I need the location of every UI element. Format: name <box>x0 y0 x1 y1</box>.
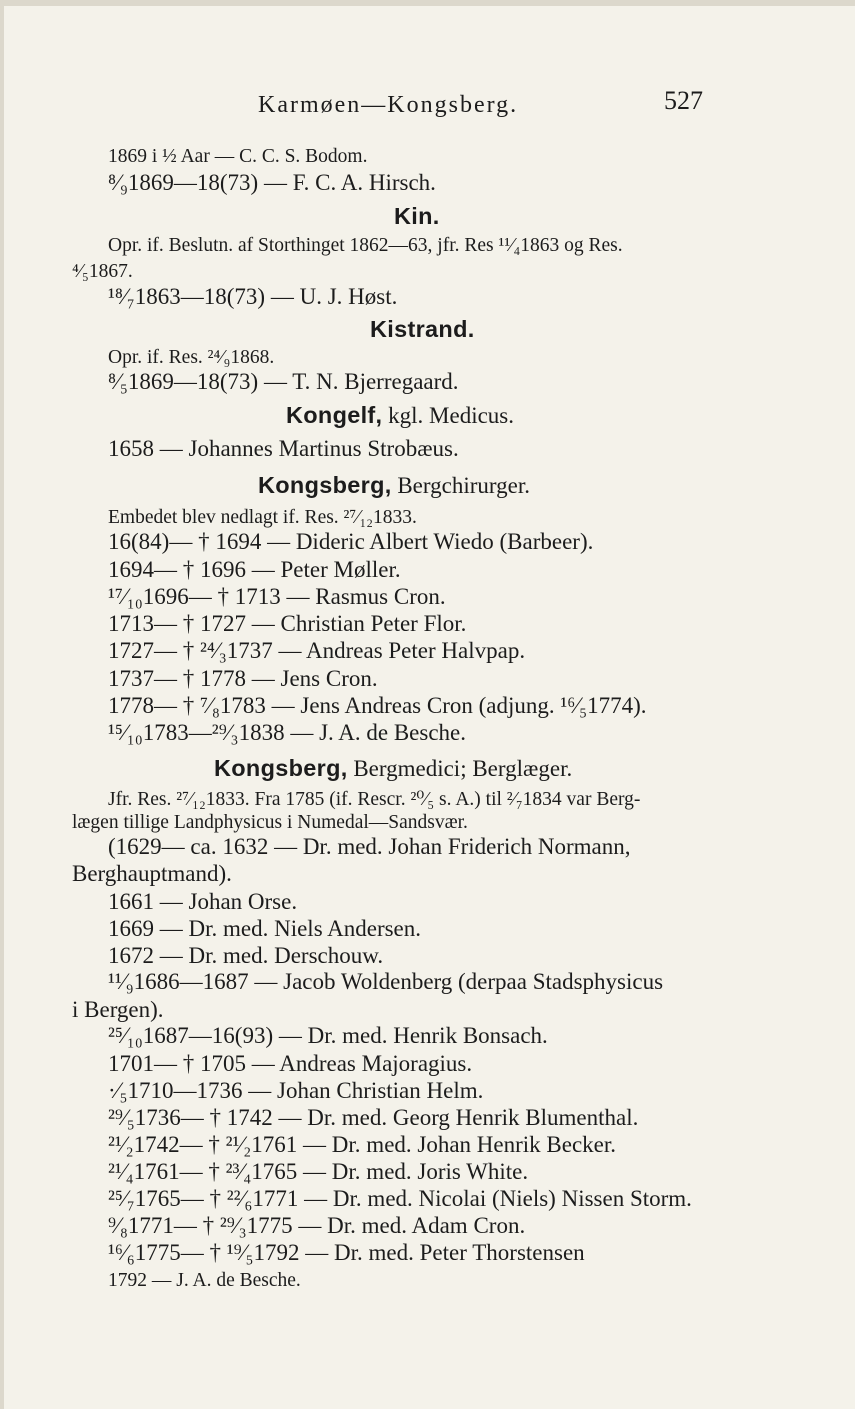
scan-edge-top <box>0 0 855 6</box>
note-line: Embedet blev nedlagt if. Res. ²⁷⁄₁₂1833. <box>108 507 417 528</box>
section-heading-kistrand: Kistrand. <box>370 316 475 342</box>
entry-line: ¹⁶⁄₆1775— † ¹⁹⁄₅1792 — Dr. med. Peter Thorstensen <box>108 1240 585 1265</box>
entry-line: 1658 — Johannes Martinus Strobæus. <box>108 436 459 461</box>
entry-line: 1661 — Johan Orse. <box>108 889 298 914</box>
note-line: ⁴⁄₅1867. <box>72 261 133 282</box>
entry-line: ²¹⁄₄1761— † ²³⁄₄1765 — Dr. med. Joris White. <box>108 1159 529 1184</box>
section-heading-kongsberg-bergmedici <box>214 757 572 781</box>
entry-line: ¹⁵⁄₁₀1783—²⁹⁄₃1838 — J. A. de Besche. <box>108 720 466 745</box>
entry-line: 1701— † 1705 — Andreas Majoragius. <box>108 1051 473 1076</box>
heading-place: Kongsberg, <box>214 755 348 781</box>
entry-line: ⁹⁄₈1771— † ²⁹⁄₃1775 — Dr. med. Adam Cron. <box>108 1213 526 1238</box>
heading-subtitle: Bergchirurger. <box>391 473 530 498</box>
entry-line: (1629— ca. 1632 — Dr. med. Johan Friderich Normann, <box>108 834 631 859</box>
entry-line: ²⁵⁄₇1765— † ²²⁄₆1771 — Dr. med. Nicolai (Niels) Nissen Storm. <box>108 1186 692 1211</box>
section-heading-kongsberg-bergchirurger <box>258 474 530 498</box>
entry-line: 1727— † ²⁴⁄₃1737 — Andreas Peter Halvpap. <box>108 638 526 663</box>
entry-line: ⁸⁄₉1869—18(73) — F. C. A. Hirsch. <box>108 170 436 195</box>
running-title: Karmøen—Kongsberg. <box>258 92 519 118</box>
entry-line: 1669 — Dr. med. Niels Andersen. <box>108 916 422 941</box>
heading-subtitle: Bergmedici; Berglæger. <box>347 756 573 781</box>
entry-line: 1792 — J. A. de Besche. <box>108 1270 301 1291</box>
entry-line: ²⁵⁄₁₀1687—16(93) — Dr. med. Henrik Bonsach. <box>108 1023 548 1048</box>
entry-line: 16(84)— † 1694 — Dideric Albert Wiedo (Barbeer). <box>108 529 594 554</box>
entry-line: ²¹⁄₂1742— † ²¹⁄₂1761 — Dr. med. Johan Henrik Becker. <box>108 1132 617 1157</box>
entry-line: 1737— † 1778 — Jens Cron. <box>108 666 378 691</box>
page-number: 527 <box>664 86 703 115</box>
section-heading-kin: Kin. <box>394 203 440 229</box>
entry-line: 1713— † 1727 — Christian Peter Flor. <box>108 611 467 636</box>
heading-subtitle: kgl. Medicus. <box>382 403 514 428</box>
scan-edge-left <box>0 0 4 1409</box>
heading-place: Kongelf, <box>286 402 383 428</box>
entry-line: ¹⁷⁄₁₀1696— † 1713 — Rasmus Cron. <box>108 584 446 609</box>
section-heading-kongelf <box>286 404 514 428</box>
entry-line: ⁸⁄₅1869—18(73) — T. N. Bjerregaard. <box>108 369 459 394</box>
entry-line: 1778— † ⁷⁄₈1783 — Jens Andreas Cron (adjung. ¹⁶⁄₅1774). <box>108 693 647 718</box>
note-line: Jfr. Res. ²⁷⁄₁₂1833. Fra 1785 (if. Rescr. ²⁰⁄₅ s. A.) til ²⁄₇1834 var Berg- <box>108 789 641 810</box>
entry-line: ¹¹⁄₉1686—1687 — Jacob Woldenberg (derpaa Stadsphysicus <box>108 969 664 994</box>
heading-place: Kongsberg, <box>258 472 392 498</box>
entry-line: ·⁄₅1710—1736 — Johan Christian Helm. <box>108 1078 484 1103</box>
note-line: Opr. if. Beslutn. af Storthinget 1862—63, jfr. Res ¹¹⁄₄1863 og Res. <box>108 235 623 256</box>
entry-line: ²⁹⁄₅1736— † 1742 — Dr. med. Georg Henrik Blumenthal. <box>108 1105 639 1130</box>
entry-line: Berghauptmand). <box>72 861 232 886</box>
entry-line: 1672 — Dr. med. Derschouw. <box>108 943 384 968</box>
note-line: Opr. if. Res. ²⁴⁄₉1868. <box>108 347 275 368</box>
entry-line: i Bergen). <box>72 997 164 1022</box>
entry-line: 1869 i ½ Aar — C. C. S. Bodom. <box>108 146 368 167</box>
note-line: lægen tillige Landphysicus i Numedal—Sandsvær. <box>72 812 468 833</box>
entry-line: ¹⁸⁄₇1863—18(73) — U. J. Høst. <box>108 284 398 309</box>
entry-line: 1694— † 1696 — Peter Møller. <box>108 557 401 582</box>
